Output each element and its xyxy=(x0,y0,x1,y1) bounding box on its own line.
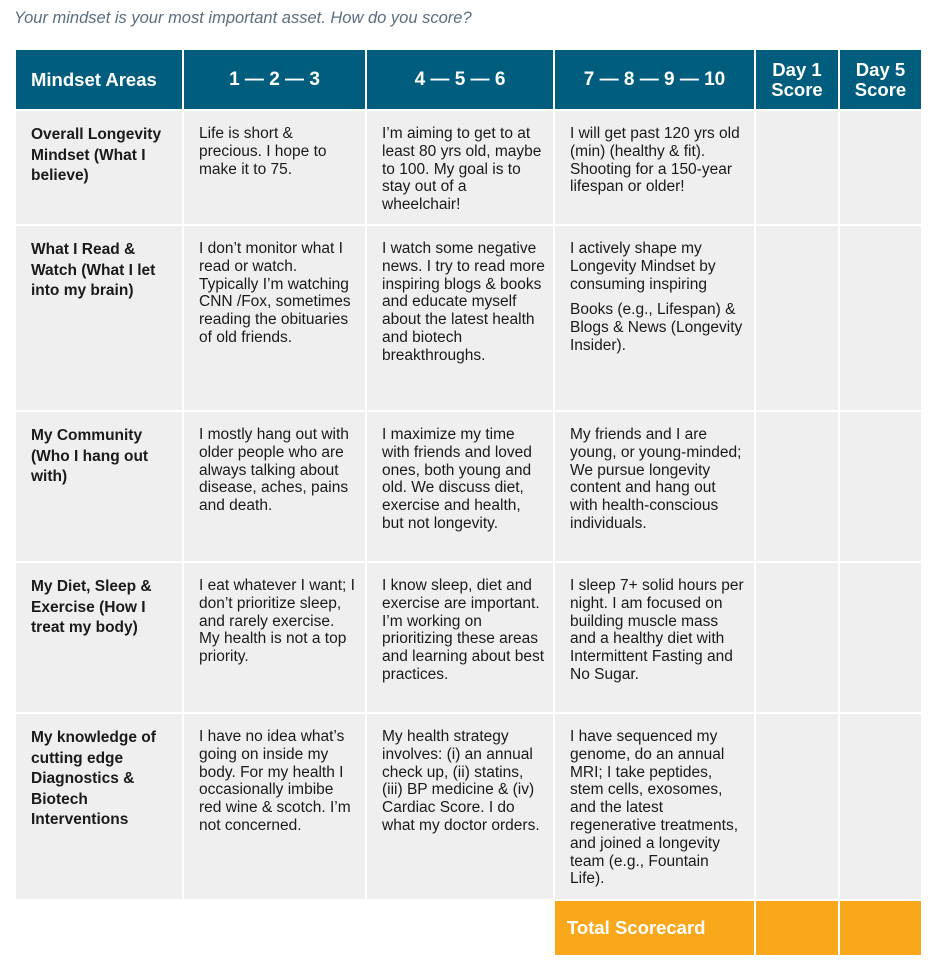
row3-day5-score-cell[interactable] xyxy=(840,412,921,561)
row2-day1-score-cell[interactable] xyxy=(756,226,838,410)
row4-low-text: I eat whatever I want; I don’t prioritize sleep, and rarely exercise. My health is not a top priority. xyxy=(199,577,355,666)
row1-low-text: Life is short & precious. I hope to make it to 75. xyxy=(199,125,327,178)
row5-low xyxy=(184,714,365,899)
row4-day5-score-cell[interactable] xyxy=(840,563,921,712)
row-label-overall-longevity: Overall Longevity Mindset (What I believe) xyxy=(16,111,182,224)
row2-high xyxy=(555,226,754,410)
row1-high xyxy=(555,111,754,224)
row1-day1-score-cell[interactable] xyxy=(756,111,838,224)
row5-mid xyxy=(367,714,553,899)
row-label-diet-sleep-exercise: My Diet, Sleep & Exercise (How I treat my body) xyxy=(16,563,182,712)
row4-high-text: I sleep 7+ solid hours per night. I am focused on building muscle mass and a healthy diet with Intermittent Fasting and No Sugar. xyxy=(570,577,744,683)
row4-day1-score-cell[interactable] xyxy=(756,563,838,712)
row2-high-text-2: Books (e.g., Lifespan) & Blogs & News (Longevity Insider). xyxy=(570,301,743,354)
row1-day5-score-cell[interactable] xyxy=(840,111,921,224)
row2-high-text-1: I actively shape my Longevity Mindset by consuming inspiring xyxy=(570,240,716,293)
row-label-diagnostics-biotech: My knowledge of cutting edge Diagnostics & Biotech Interventions xyxy=(16,714,182,899)
row2-low-text: I don’t monitor what I read or watch. Typically I’m watching CNN /Fox, sometimes reading the obituaries of old friends. xyxy=(199,240,351,346)
total-scorecard-label: Total Scorecard xyxy=(555,901,754,955)
row1-mid xyxy=(367,111,553,224)
row3-high xyxy=(555,412,754,561)
header-range-7-10: 7 — 8 — 9 — 10 xyxy=(555,50,754,109)
header-day5-line2: Score xyxy=(854,78,907,100)
total-day1-score-cell[interactable] xyxy=(756,901,838,955)
row3-low-text: I mostly hang out with older people who are always talking about disease, aches, pains and death. xyxy=(199,426,349,515)
header-day1-line2: Score xyxy=(771,78,823,100)
row5-low-text: I have no idea what’s going on inside my body. For my health I occasionally imbibe red wine & scotch. I’m not concerned. xyxy=(199,728,351,834)
header-mindset-areas: Mindset Areas xyxy=(16,50,182,109)
total-day5-score-cell[interactable] xyxy=(840,901,921,955)
header-day1-line1: Day 1 xyxy=(772,58,822,80)
row3-low xyxy=(184,412,365,561)
row3-day1-score-cell[interactable] xyxy=(756,412,838,561)
header-day5-score xyxy=(840,50,921,109)
row3-mid xyxy=(367,412,553,561)
row-label-community: My Community (Who I hang out with) xyxy=(16,412,182,561)
row3-mid-text: I maximize my time with friends and loved ones, both young and old. We discuss diet, exercise and health, but not longevity. xyxy=(382,426,532,532)
row2-low xyxy=(184,226,365,410)
header-day1-score xyxy=(756,50,838,109)
row4-high xyxy=(555,563,754,712)
row2-mid-text: I watch some negative news. I try to read more inspiring blogs & books and educate myself about the latest health and biotech breakthroughs. xyxy=(382,240,545,364)
row1-low xyxy=(184,111,365,224)
row2-mid xyxy=(367,226,553,410)
header-range-4-6: 4 — 5 — 6 xyxy=(367,50,553,109)
row5-day1-score-cell[interactable] xyxy=(756,714,838,899)
row-label-read-watch: What I Read & Watch (What I let into my brain) xyxy=(16,226,182,410)
row3-high-text: My friends and I are young, or young-minded; We pursue longevity content and hang out with health-conscious individuals. xyxy=(570,426,742,532)
row5-high xyxy=(555,714,754,899)
row1-high-text: I will get past 120 yrs old (min) (healthy & fit). Shooting for a 150-year lifespan or older! xyxy=(570,125,740,196)
row5-mid-text: My health strategy involves: (i) an annual check up, (ii) statins, (iii) BP medicine & (iv) Cardiac Score. I do what my doctor orders. xyxy=(382,728,540,834)
row4-low xyxy=(184,563,365,712)
header-day5-line1: Day 5 xyxy=(855,58,906,80)
row5-high-text: I have sequenced my genome, do an annual MRI; I take peptides, stem cells, exosomes, and the latest regenerative treatments, and joined a longevity team (e.g., Fountain Life). xyxy=(570,728,739,888)
row1-mid-text: I’m aiming to get to at least 80 yrs old, maybe to 100. My goal is to stay out of a wheelchair! xyxy=(382,125,542,214)
header-range-1-3: 1 — 2 — 3 xyxy=(184,50,365,109)
row5-day5-score-cell[interactable] xyxy=(840,714,921,899)
row2-day5-score-cell[interactable] xyxy=(840,226,921,410)
page-subtitle: Your mindset is your most important asset. How do you score? xyxy=(14,9,472,27)
row4-mid xyxy=(367,563,553,712)
row4-mid-text: I know sleep, diet and exercise are important. I’m working on prioritizing these areas and learning about best practices. xyxy=(382,577,545,683)
